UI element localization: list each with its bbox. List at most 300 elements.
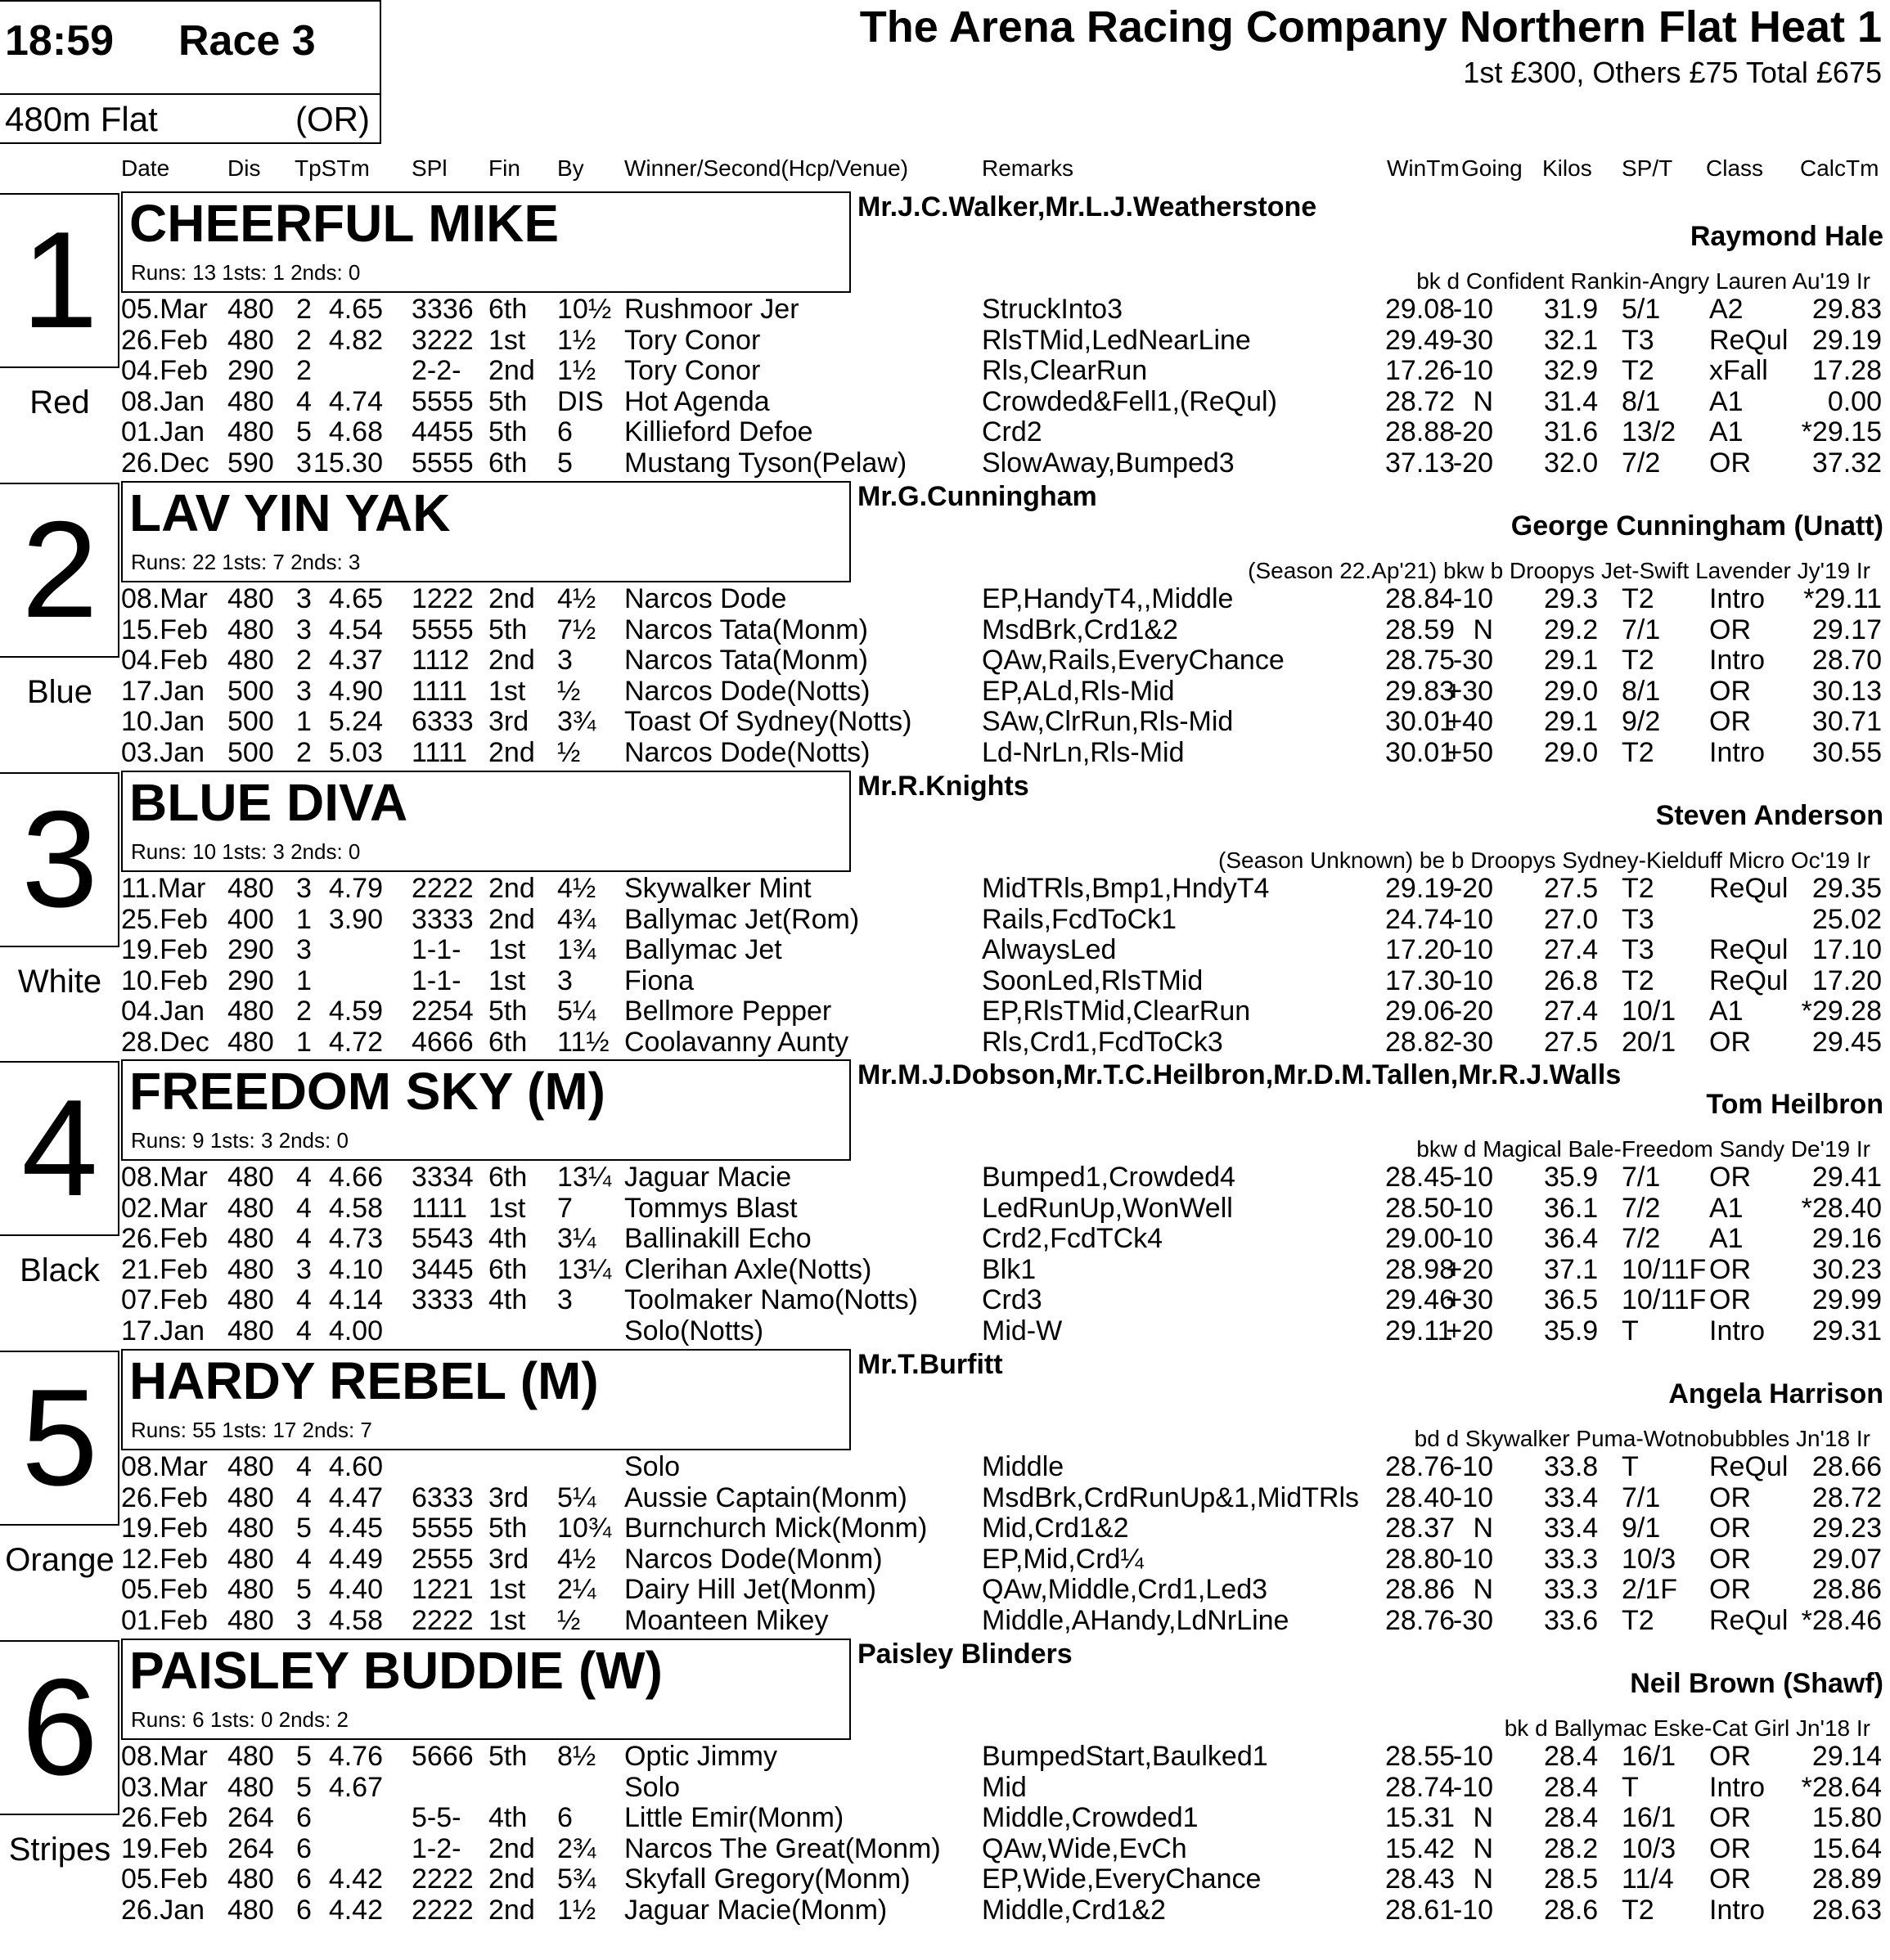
form-sp: 2/1F — [1622, 1574, 1678, 1605]
form-by: 5¼ — [557, 996, 596, 1027]
form-finish: 1st — [488, 934, 526, 965]
form-going: -20 — [1452, 447, 1493, 479]
form-trap: 6 — [296, 1832, 312, 1864]
form-trap: 4 — [296, 1162, 312, 1193]
form-by: DIS — [557, 385, 604, 417]
form-dis: 290 — [227, 934, 274, 965]
form-sp: T2 — [1622, 1894, 1654, 1926]
form-row — [0, 677, 1890, 708]
form-winner: Mustang Tyson(Pelaw) — [624, 447, 907, 479]
form-calc-time: 29.19 — [1811, 324, 1882, 356]
form-sectionals: 2555 — [412, 1543, 474, 1575]
form-class: xFall — [1709, 355, 1768, 386]
form-date: 03.Mar — [121, 1771, 208, 1803]
form-remarks: Rls,Crd1,FcdToCk3 — [982, 1026, 1223, 1058]
form-date: 08.Mar — [121, 1162, 208, 1193]
form-win-time: 28.72 — [1385, 385, 1456, 417]
runner-block — [0, 1349, 1890, 1639]
form-remarks: Blk1 — [982, 1253, 1037, 1285]
runner-block — [0, 481, 1890, 771]
form-remarks: Middle,Crd1&2 — [982, 1894, 1166, 1926]
form-finish: 2nd — [488, 1832, 535, 1864]
form-by: 1½ — [557, 1894, 596, 1926]
form-calc-time: 30.13 — [1811, 675, 1882, 707]
form-winner: Killieford Defoe — [624, 416, 813, 447]
form-remarks: MsdBrk,Crd1&2 — [982, 614, 1178, 645]
form-class: A1 — [1709, 416, 1744, 447]
trainer: Neil Brown (Shawf) — [1630, 1668, 1883, 1699]
form-remarks: Crd2 — [982, 416, 1042, 447]
runner-block — [0, 1059, 1890, 1349]
form-kilos: 29.1 — [1544, 645, 1599, 676]
form-date: 28.Dec — [121, 1026, 209, 1058]
form-calc-time: *29.28 — [1801, 996, 1882, 1027]
form-row — [0, 1803, 1890, 1834]
form-remarks: StruckInto3 — [982, 294, 1123, 325]
trap-number: 1 — [21, 203, 98, 357]
dog-record: Runs: 55 1sts: 17 2nds: 7 — [131, 1418, 372, 1442]
form-sectionals: 1-1- — [412, 964, 461, 996]
form-win-time: 29.19 — [1385, 873, 1456, 904]
form-finish: 2nd — [488, 583, 535, 614]
form-class: OR — [1709, 1741, 1751, 1772]
form-winner: Hot Agenda — [624, 385, 770, 417]
form-split-time: 5.24 — [328, 706, 383, 737]
col-wintm: WinTm — [1387, 155, 1460, 181]
form-by: ½ — [557, 1604, 581, 1636]
form-going: -30 — [1452, 1604, 1493, 1636]
form-win-time: 24.74 — [1385, 903, 1456, 935]
form-winner: Jaguar Macie — [624, 1162, 792, 1193]
col-spl: SPl — [412, 155, 448, 181]
dog-record: Runs: 13 1sts: 1 2nds: 0 — [131, 260, 361, 285]
form-win-time: 29.00 — [1385, 1223, 1456, 1254]
form-remarks: EP,Wide,EveryChance — [982, 1863, 1262, 1895]
form-by: 3 — [557, 1284, 573, 1315]
form-trap: 5 — [296, 416, 312, 447]
form-finish: 3rd — [488, 706, 529, 737]
form-class: Intro — [1709, 645, 1766, 676]
form-remarks: SoonLed,RlsTMid — [982, 964, 1204, 996]
form-kilos: 31.9 — [1544, 294, 1599, 325]
form-split-time: 4.82 — [328, 324, 383, 356]
form-win-time: 15.42 — [1385, 1832, 1456, 1864]
form-by: 2¼ — [557, 1574, 596, 1605]
form-sectionals: 1221 — [412, 1574, 474, 1605]
form-dis: 480 — [227, 416, 274, 447]
form-split-time: 4.66 — [328, 1162, 383, 1193]
form-going: -10 — [1452, 355, 1493, 386]
form-date: 21.Feb — [121, 1253, 208, 1285]
form-calc-time: 17.28 — [1811, 355, 1882, 386]
form-by: 3¼ — [557, 1223, 596, 1254]
form-dis: 480 — [227, 645, 274, 676]
form-dis: 480 — [227, 873, 274, 904]
form-winner: Fiona — [624, 964, 695, 996]
form-going: -10 — [1452, 1481, 1493, 1513]
form-calc-time: 29.35 — [1811, 873, 1882, 904]
form-finish: 3rd — [488, 1481, 529, 1513]
form-trap: 4 — [296, 385, 312, 417]
form-split-time: 4.42 — [328, 1894, 383, 1926]
dog-name: BLUE DIVA — [129, 773, 408, 832]
form-going: -20 — [1452, 996, 1493, 1027]
form-kilos: 28.5 — [1544, 1863, 1599, 1895]
form-date: 08.Mar — [121, 1451, 208, 1482]
form-class: A1 — [1709, 996, 1744, 1027]
form-win-time: 15.31 — [1385, 1802, 1456, 1833]
form-class: ReQul — [1709, 964, 1789, 996]
form-kilos: 35.9 — [1544, 1162, 1599, 1193]
form-trap: 6 — [296, 1802, 312, 1833]
form-sectionals: 3336 — [412, 294, 474, 325]
form-win-time: 28.45 — [1385, 1162, 1456, 1193]
form-winner: Narcos Dode(Monm) — [624, 1543, 883, 1575]
form-sectionals: 5666 — [412, 1741, 474, 1772]
form-kilos: 28.4 — [1544, 1771, 1599, 1803]
dog-name: PAISLEY BUDDIE (W) — [129, 1641, 663, 1700]
form-trap: 3 — [296, 873, 312, 904]
form-calc-time: 17.10 — [1811, 934, 1882, 965]
form-row — [0, 1316, 1890, 1347]
trainer: Angela Harrison — [1668, 1378, 1883, 1409]
form-row — [0, 417, 1890, 448]
form-by: 4½ — [557, 583, 596, 614]
form-calc-time: 29.14 — [1811, 1741, 1882, 1772]
form-kilos: 36.1 — [1544, 1192, 1599, 1224]
form-sp: 16/1 — [1622, 1802, 1676, 1833]
form-calc-time: 0.00 — [1827, 385, 1882, 417]
form-going: +40 — [1446, 706, 1493, 737]
form-win-time: 28.59 — [1385, 614, 1456, 645]
form-trap: 2 — [296, 645, 312, 676]
form-remarks: BumpedStart,Baulked1 — [982, 1741, 1268, 1772]
form-remarks: Crd2,FcdTCk4 — [982, 1223, 1163, 1254]
form-row — [0, 1162, 1890, 1194]
form-trap: 4 — [296, 1481, 312, 1513]
form-dis: 480 — [227, 1481, 274, 1513]
form-going: N — [1473, 614, 1493, 645]
form-remarks: Mid — [982, 1771, 1027, 1803]
form-kilos: 31.6 — [1544, 416, 1599, 447]
form-trap: 3 — [296, 583, 312, 614]
form-finish: 2nd — [488, 873, 535, 904]
form-split-time: 4.54 — [328, 614, 383, 645]
form-calc-time: 29.23 — [1811, 1513, 1882, 1544]
form-row — [0, 1544, 1890, 1576]
form-going: -20 — [1452, 873, 1493, 904]
form-going: +50 — [1446, 736, 1493, 768]
form-sp: T — [1622, 1771, 1639, 1803]
form-date: 04.Feb — [121, 645, 208, 676]
form-kilos: 31.4 — [1544, 385, 1599, 417]
form-row — [0, 326, 1890, 357]
form-win-time: 28.84 — [1385, 583, 1456, 614]
trap-color: Red — [29, 384, 90, 420]
trap-number: 2 — [21, 492, 98, 646]
form-trap: 6 — [296, 1894, 312, 1926]
form-remarks: MidTRls,Bmp1,HndyT4 — [982, 873, 1270, 904]
form-finish: 2nd — [488, 1863, 535, 1895]
dog-record: Runs: 6 1sts: 0 2nds: 2 — [131, 1707, 349, 1732]
form-winner: Narcos Tata(Monm) — [624, 614, 868, 645]
form-winner: Dairy Hill Jet(Monm) — [624, 1574, 876, 1605]
form-sp: 10/3 — [1622, 1832, 1676, 1864]
form-class: Intro — [1709, 736, 1766, 768]
form-dis: 480 — [227, 1223, 274, 1254]
form-calc-time: 30.71 — [1811, 706, 1882, 737]
form-sp: T2 — [1622, 355, 1654, 386]
form-remarks: SlowAway,Bumped3 — [982, 447, 1235, 479]
form-win-time: 37.13 — [1385, 447, 1456, 479]
race-distance: 480m Flat — [5, 100, 158, 138]
form-going: N — [1473, 1802, 1493, 1833]
form-class: Intro — [1709, 1771, 1766, 1803]
form-class: OR — [1709, 1284, 1751, 1315]
form-finish: 5th — [488, 996, 528, 1027]
dog-name-box — [121, 1059, 851, 1161]
form-finish: 6th — [488, 1253, 528, 1285]
form-win-time: 28.82 — [1385, 1026, 1456, 1058]
form-by: 1½ — [557, 355, 596, 386]
form-row — [0, 707, 1890, 738]
form-date: 25.Feb — [121, 903, 208, 935]
trap-number: 3 — [21, 782, 98, 936]
form-table — [0, 1162, 1890, 1346]
col-calctm: CalcTm — [1800, 155, 1879, 181]
form-finish: 5th — [488, 1741, 528, 1772]
form-winner: Toast Of Sydney(Notts) — [624, 706, 912, 737]
form-kilos: 28.2 — [1544, 1832, 1599, 1864]
col-winner: Winner/Second(Hcp/Venue) — [624, 155, 909, 181]
form-calc-time: 28.86 — [1811, 1574, 1882, 1605]
form-going: -30 — [1452, 1026, 1493, 1058]
form-win-time: 29.46 — [1385, 1284, 1456, 1315]
breeding: bk d Ballymac Eske-Cat Girl Jn'18 Ir — [1504, 1715, 1870, 1741]
form-remarks: EP,RlsTMid,ClearRun — [982, 996, 1251, 1027]
form-remarks: Ld-NrLn,Rls-Mid — [982, 736, 1185, 768]
form-sectionals: 1222 — [412, 583, 474, 614]
form-finish: 1st — [488, 324, 526, 356]
form-class: OR — [1709, 1481, 1751, 1513]
form-remarks: QAw,Rails,EveryChance — [982, 645, 1285, 676]
form-trap: 3 — [296, 1604, 312, 1636]
form-going: -20 — [1452, 416, 1493, 447]
form-going: -10 — [1452, 1543, 1493, 1575]
form-win-time: 28.40 — [1385, 1481, 1456, 1513]
form-dis: 290 — [227, 964, 274, 996]
form-date: 19.Feb — [121, 934, 208, 965]
col-going: Going — [1461, 155, 1523, 181]
form-winner: Aussie Captain(Monm) — [624, 1481, 907, 1513]
form-kilos: 28.4 — [1544, 1802, 1599, 1833]
form-date: 01.Feb — [121, 1604, 208, 1636]
col-tpstm: TpSTm — [295, 155, 370, 181]
form-win-time: 28.88 — [1385, 416, 1456, 447]
dog-name-box — [121, 1639, 851, 1740]
form-by: 2¾ — [557, 1832, 596, 1864]
form-finish: 4th — [488, 1223, 528, 1254]
form-by: 7½ — [557, 614, 596, 645]
form-calc-time: 30.23 — [1811, 1253, 1882, 1285]
owners: Mr.M.J.Dobson,Mr.T.C.Heilbron,Mr.D.M.Tallen,Mr.R.J.Walls — [857, 1059, 1622, 1090]
form-trap: 5 — [296, 1771, 312, 1803]
form-win-time: 28.76 — [1385, 1604, 1456, 1636]
form-kilos: 35.9 — [1544, 1315, 1599, 1346]
form-win-time: 28.86 — [1385, 1574, 1456, 1605]
form-sp: 7/1 — [1622, 1481, 1661, 1513]
form-date: 04.Feb — [121, 355, 208, 386]
form-date: 10.Feb — [121, 964, 208, 996]
form-dis: 264 — [227, 1832, 274, 1864]
dog-name: CHEERFUL MIKE — [129, 194, 560, 253]
form-remarks: Mid-W — [982, 1315, 1063, 1346]
form-class: OR — [1709, 1863, 1751, 1895]
form-split-time: 4.60 — [328, 1451, 383, 1482]
form-date: 08.Mar — [121, 583, 208, 614]
form-row — [0, 1742, 1890, 1773]
form-remarks: QAw,Wide,EvCh — [982, 1832, 1187, 1864]
breeding: bd d Skywalker Puma-Wotnobubbles Jn'18 Ir — [1414, 1426, 1870, 1451]
form-trap: 1 — [296, 903, 312, 935]
form-class: A2 — [1709, 294, 1744, 325]
form-date: 12.Feb — [121, 1543, 208, 1575]
form-class: OR — [1709, 1253, 1751, 1285]
form-going: N — [1473, 1863, 1493, 1895]
form-class: ReQul — [1709, 324, 1789, 356]
form-date: 02.Mar — [121, 1192, 208, 1224]
form-by: 13¼ — [557, 1253, 612, 1285]
form-class: ReQul — [1709, 934, 1789, 965]
form-calc-time: 25.02 — [1811, 903, 1882, 935]
form-split-time: 4.72 — [328, 1026, 383, 1058]
form-date: 07.Feb — [121, 1284, 208, 1315]
form-finish: 2nd — [488, 1894, 535, 1926]
form-split-time: 4.49 — [328, 1543, 383, 1575]
race-info-box — [0, 0, 381, 144]
form-remarks: MsdBrk,CrdRunUp&1,MidTRls — [982, 1481, 1359, 1513]
form-sectionals: 3333 — [412, 1284, 474, 1315]
form-calc-time: 29.07 — [1811, 1543, 1882, 1575]
dog-name: HARDY REBEL (M) — [129, 1351, 599, 1410]
form-sp: T2 — [1622, 1604, 1654, 1636]
form-sp: 7/1 — [1622, 1162, 1661, 1193]
form-going: -10 — [1452, 1451, 1493, 1482]
form-row — [0, 935, 1890, 966]
form-split-time: 15.30 — [313, 447, 383, 479]
form-split-time: 5.03 — [328, 736, 383, 768]
form-kilos: 33.6 — [1544, 1604, 1599, 1636]
form-by: 5¾ — [557, 1863, 596, 1895]
form-calc-time: 37.32 — [1811, 447, 1882, 479]
form-kilos: 36.4 — [1544, 1223, 1599, 1254]
form-trap: 3 — [296, 934, 312, 965]
form-dis: 480 — [227, 1253, 274, 1285]
trainer: Tom Heilbron — [1706, 1089, 1883, 1120]
form-date: 17.Jan — [121, 1315, 205, 1346]
form-going: -10 — [1452, 964, 1493, 996]
form-sectionals: 6333 — [412, 706, 474, 737]
form-sectionals: 4666 — [412, 1026, 474, 1058]
form-going: -30 — [1452, 324, 1493, 356]
form-finish: 6th — [488, 1162, 528, 1193]
form-sectionals: 2-2- — [412, 355, 461, 386]
form-win-time: 30.01 — [1385, 706, 1456, 737]
form-by: 4¾ — [557, 903, 596, 935]
form-kilos: 36.5 — [1544, 1284, 1599, 1315]
form-win-time: 28.80 — [1385, 1543, 1456, 1575]
form-by: ½ — [557, 675, 581, 707]
form-calc-time: *28.64 — [1801, 1771, 1882, 1803]
form-class: Intro — [1709, 583, 1766, 614]
trainer: George Cunningham (Unatt) — [1510, 510, 1883, 542]
form-remarks: Crowded&Fell1,(ReQul) — [982, 385, 1277, 417]
form-kilos: 27.5 — [1544, 873, 1599, 904]
form-sp: 10/11F — [1622, 1284, 1707, 1315]
form-date: 26.Feb — [121, 1481, 208, 1513]
form-by: 6 — [557, 1802, 573, 1833]
breeding: bkw d Magical Bale-Freedom Sandy De'19 Ir — [1416, 1136, 1870, 1162]
form-row — [0, 1285, 1890, 1316]
form-going: -10 — [1452, 1192, 1493, 1224]
form-going: +20 — [1446, 1253, 1493, 1285]
form-by: 4½ — [557, 873, 596, 904]
trainer: Steven Anderson — [1655, 800, 1883, 831]
dog-record: Runs: 22 1sts: 7 2nds: 3 — [131, 550, 361, 574]
form-row — [0, 1452, 1890, 1483]
form-class: OR — [1709, 706, 1751, 737]
form-dis: 400 — [227, 903, 274, 935]
trap-number: 4 — [21, 1071, 98, 1225]
owners: Mr.J.C.Walker,Mr.L.J.Weatherstone — [857, 191, 1317, 223]
form-date: 05.Feb — [121, 1574, 208, 1605]
form-win-time: 28.55 — [1385, 1741, 1456, 1772]
form-calc-time: 28.66 — [1811, 1451, 1882, 1482]
form-row — [0, 1255, 1890, 1286]
form-split-time: 4.00 — [328, 1315, 383, 1346]
form-row — [0, 1027, 1890, 1059]
form-split-time: 4.40 — [328, 1574, 383, 1605]
form-win-time: 28.75 — [1385, 645, 1456, 676]
form-kilos: 37.1 — [1544, 1253, 1599, 1285]
form-win-time: 28.50 — [1385, 1192, 1456, 1224]
form-row — [0, 1194, 1890, 1225]
form-sectionals: 1-1- — [412, 934, 461, 965]
form-row — [0, 1575, 1890, 1606]
form-kilos: 27.0 — [1544, 903, 1599, 935]
form-by: 4½ — [557, 1543, 596, 1575]
form-sp: 11/4 — [1622, 1863, 1674, 1895]
form-class: OR — [1709, 614, 1751, 645]
runner-block — [0, 771, 1890, 1060]
form-remarks: AlwaysLed — [982, 934, 1117, 965]
form-going: -10 — [1452, 1771, 1493, 1803]
form-table — [0, 294, 1890, 479]
form-sp: 10/1 — [1622, 996, 1676, 1027]
form-table — [0, 874, 1890, 1058]
form-finish: 1st — [488, 964, 526, 996]
form-sp: 5/1 — [1622, 294, 1661, 325]
form-win-time: 29.83 — [1385, 675, 1456, 707]
form-calc-time: 29.45 — [1811, 1026, 1882, 1058]
form-trap: 2 — [296, 996, 312, 1027]
form-date: 03.Jan — [121, 736, 205, 768]
form-finish: 6th — [488, 294, 528, 325]
form-trap: 1 — [296, 1026, 312, 1058]
form-going: -10 — [1452, 934, 1493, 965]
owners: Mr.G.Cunningham — [857, 481, 1097, 512]
form-finish: 5th — [488, 614, 528, 645]
